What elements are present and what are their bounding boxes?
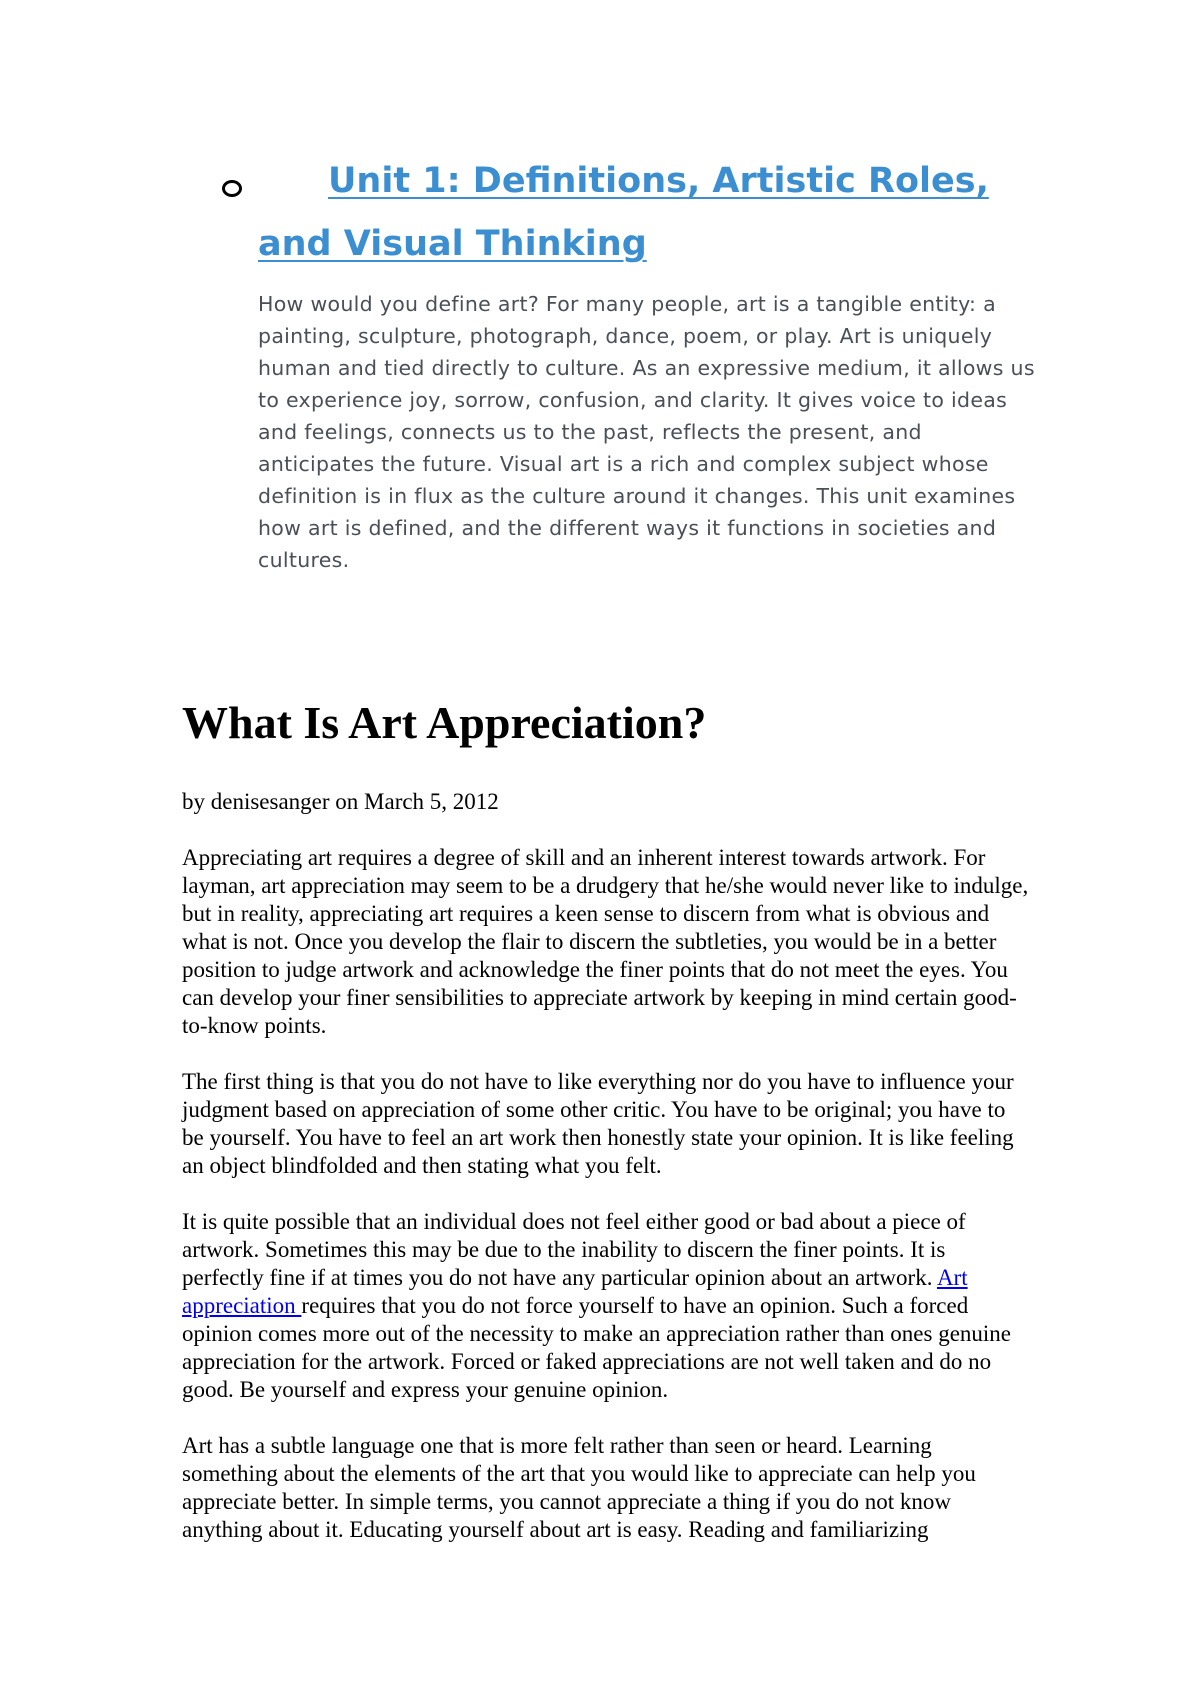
unit-title xyxy=(258,150,1048,276)
article-paragraph: Art has a subtle language one that is more felt rather than seen or heard. Learning something about the elements of the art that you would like to appreciate can help you appreciate better. In simple terms, you cannot appreciate a thing if you do not know anything about it. Educating yourself about art is easy. Reading and familiarizing xyxy=(182,1433,976,1542)
unit-section xyxy=(222,150,1035,576)
article-paragraph: The first thing is that you do not have to like everything nor do you have to influence your judgment based on appreciation of some other critic. You have to be original; you have to be yourself. You have to feel an art work then honestly state your opinion. It is like feeling an object blindfolded and then stating what you felt. xyxy=(182,1069,1014,1178)
art-appreciation-link[interactable]: Art appreciation xyxy=(182,1265,968,1318)
article-paragraph: Appreciating art requires a degree of skill and an inherent interest towards artwork. For layman, art appreciation may seem to be a drudgery that he/she would never like to indulge, but in reality, appreciating art requires a keen sense to discern from what is obvious and what is not. Once you develop the flair to discern the subtleties, you would be in a better position to judge artwork and acknowledge the finer points that do not meet the eyes. You can develop your finer sensibilities to appreciate artwork by keeping in mind certain good-to-know points. xyxy=(182,845,1029,1038)
unit-description: How would you define art? For many people, art is a tangible entity: a painting, sculpture, photograph, dance, poem, or play. Art is uniquely human and tied directly to culture. As an expressive medium, it allows us to experience joy, sorrow, confusion, and clarity. It gives voice to ideas and feelings, connects us to the past, reflects the present, and anticipates the future. Visual art is a rich and complex subject whose definition is in flux as the culture around it changes. This unit examines how art is defined, and the different ways it functions in societies and cultures. xyxy=(258,292,1035,572)
unit-title-link[interactable]: Unit 1: Definitions, Artistic Roles, and Visual Thinking xyxy=(258,161,989,264)
article xyxy=(182,688,1032,1544)
article-byline: by denisesanger on March 5, 2012 xyxy=(182,789,499,814)
paragraph-text: It is quite possible that an individual does not feel either good or bad about a piece of artwork. Sometimes this may be due to the inability to discern the finer points. It is perfectly fine if at times you do not have any particular opinion about an artwork. xyxy=(182,1209,966,1290)
article-title: What Is Art Appreciation? xyxy=(182,697,707,748)
article-paragraph xyxy=(182,1208,1032,1404)
hollow-circle-bullet-icon xyxy=(222,180,242,197)
paragraph-text: requires that you do not force yourself to have an opinion. Such a forced opinion comes more out of the necessity to make an appreciation rather than ones genuine appreciation for the artwork. Forced or faked appreciations are not well taken and do no good. Be yourself and express your genuine opinion. xyxy=(182,1293,1012,1402)
